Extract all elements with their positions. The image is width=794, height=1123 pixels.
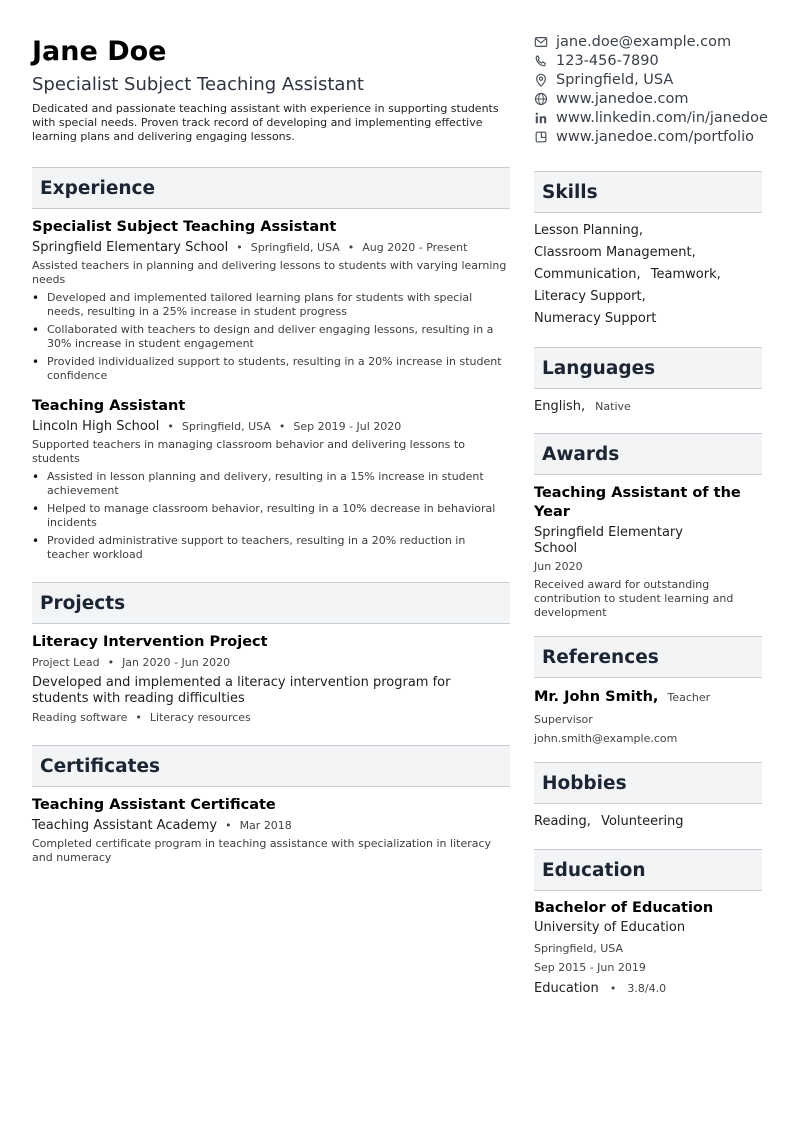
awards-section bbox=[534, 433, 762, 620]
contact-location-text: Springfield, USA bbox=[556, 71, 674, 88]
award-title: Teaching Assistant of the Year bbox=[534, 485, 741, 520]
certificates-section bbox=[32, 745, 510, 865]
education-entry bbox=[534, 899, 762, 999]
project-tool: Literacy resources bbox=[149, 711, 251, 724]
email-icon bbox=[534, 35, 548, 49]
education-degree: Bachelor of Education bbox=[534, 900, 714, 916]
job-meta bbox=[32, 418, 510, 436]
languages-heading: Languages bbox=[542, 357, 656, 379]
skills-section bbox=[534, 171, 762, 329]
project-description: Developed and implemented a literacy intervention program for students with reading difficulties bbox=[32, 675, 451, 706]
contact-website[interactable] bbox=[534, 89, 774, 108]
phone-icon bbox=[534, 54, 548, 68]
skill-item: Literacy Support, bbox=[534, 289, 646, 304]
education-school: University of Education bbox=[534, 920, 686, 935]
skills-heading-bar bbox=[534, 171, 762, 213]
achievement-item: • Provided individualized support to students, resulting in a 20% increase in student confidence bbox=[32, 355, 510, 383]
portfolio-icon bbox=[534, 130, 548, 144]
job-achievements bbox=[32, 470, 510, 562]
linkedin-icon bbox=[534, 111, 548, 125]
skill-item: Communication, bbox=[534, 267, 641, 282]
separator-dot: • bbox=[236, 241, 243, 254]
separator-dot: • bbox=[347, 241, 355, 254]
languages-section bbox=[534, 347, 762, 417]
profile-summary: Dedicated and passionate teaching assistant with experience in supporting students with special needs. Proven track record of developing and implementing effective learning plans and delivering engaging lessons. bbox=[32, 102, 499, 143]
contact-email-text: jane.doe@example.com bbox=[556, 33, 732, 50]
experience-entry bbox=[32, 218, 510, 383]
certificates-heading: Certificates bbox=[40, 755, 160, 777]
contact-phone-text: 123-456-7890 bbox=[556, 52, 659, 69]
hobbies-heading: Hobbies bbox=[542, 772, 627, 794]
projects-heading-bar bbox=[32, 582, 510, 624]
certificate-description: Completed certificate program in teaching assistance with specialization in literacy and numeracy bbox=[32, 837, 492, 864]
job-meta bbox=[32, 239, 510, 257]
separator-dot: • bbox=[135, 711, 142, 724]
reference-name: Mr. John Smith, bbox=[534, 689, 659, 705]
job-achievements bbox=[32, 291, 510, 383]
education-location: Springfield, USA bbox=[534, 942, 623, 955]
education-dates: Sep 2015 - Jun 2019 bbox=[534, 961, 646, 974]
references-heading: References bbox=[542, 646, 659, 668]
certificates-heading-bar bbox=[32, 745, 510, 787]
contact-website-text: www.janedoe.com bbox=[556, 90, 689, 107]
reference-role: Teacher Supervisor bbox=[534, 691, 711, 726]
projects-heading: Projects bbox=[40, 592, 126, 614]
references-section bbox=[534, 636, 762, 745]
contact-linkedin-text: www.linkedin.com/in/janedoe bbox=[556, 109, 768, 126]
experience-heading-bar bbox=[32, 167, 510, 209]
awards-heading-bar bbox=[534, 433, 762, 475]
certificate-issuer: Teaching Assistant Academy bbox=[32, 818, 218, 833]
separator-dot: • bbox=[225, 819, 232, 832]
achievement-item: • Developed and implemented tailored learning plans for students with special needs, resulting in a 25% increase in student progress bbox=[32, 291, 510, 319]
job-dates: Aug 2020 - Present bbox=[362, 241, 468, 254]
project-title: Literacy Intervention Project bbox=[32, 634, 268, 650]
achievement-item: • Collaborated with teachers to design and deliver engaging lessons, resulting in a 30% increase in student engagement bbox=[32, 323, 510, 351]
hobbies-section bbox=[534, 762, 762, 832]
job-dates: Sep 2019 - Jul 2020 bbox=[293, 420, 402, 433]
separator-dot: • bbox=[278, 420, 286, 433]
hobby-item: Reading, bbox=[534, 814, 591, 829]
experience-entry bbox=[32, 397, 510, 562]
languages-heading-bar bbox=[534, 347, 762, 389]
achievement-item: • Provided administrative support to teachers, resulting in a 20% reduction in teacher workload bbox=[32, 534, 510, 562]
experience-section bbox=[32, 167, 510, 562]
award-entry bbox=[534, 484, 762, 620]
language-level: Native bbox=[595, 400, 631, 413]
project-entry bbox=[32, 633, 510, 727]
contact-list bbox=[534, 32, 774, 146]
contact-linkedin[interactable] bbox=[534, 108, 774, 127]
certificate-meta bbox=[32, 817, 510, 835]
hobbies-list bbox=[534, 810, 762, 832]
experience-heading: Experience bbox=[40, 177, 156, 199]
separator-dot: • bbox=[167, 420, 174, 433]
contact-portfolio-text: www.janedoe.com/portfolio bbox=[556, 128, 754, 145]
language-item bbox=[534, 395, 762, 417]
education-section bbox=[534, 849, 762, 999]
certificate-title: Teaching Assistant Certificate bbox=[32, 797, 276, 813]
certificate-entry bbox=[32, 796, 510, 865]
education-heading: Education bbox=[542, 859, 646, 881]
education-field-row bbox=[534, 977, 762, 999]
achievement-item: • Helped to manage classroom behavior, resulting in a 10% decrease in behavioral incidents bbox=[32, 502, 510, 530]
achievement-item: • Assisted in lesson planning and delivery, resulting in a 15% increase in student achievement bbox=[32, 470, 510, 498]
contact-email[interactable] bbox=[534, 32, 774, 51]
skill-item: Lesson Planning, bbox=[534, 223, 644, 238]
award-description: Received award for outstanding contribution to student learning and development bbox=[534, 578, 734, 619]
employer: Lincoln High School bbox=[32, 419, 160, 434]
language-name: English, bbox=[534, 399, 586, 414]
candidate-title: Specialist Subject Teaching Assistant bbox=[32, 74, 364, 95]
project-meta bbox=[32, 654, 510, 672]
location-pin-icon bbox=[534, 73, 548, 87]
candidate-name: Jane Doe bbox=[32, 36, 167, 67]
references-heading-bar bbox=[534, 636, 762, 678]
job-location: Springfield, USA bbox=[181, 420, 271, 433]
job-title: Teaching Assistant bbox=[32, 398, 186, 414]
skill-item: Numeracy Support bbox=[534, 311, 657, 326]
education-gpa: 3.8/4.0 bbox=[627, 982, 667, 995]
skills-list bbox=[534, 219, 744, 329]
skill-item: Teamwork, bbox=[650, 267, 721, 282]
awards-heading: Awards bbox=[542, 443, 620, 465]
sidebar-column bbox=[534, 32, 774, 999]
job-title: Specialist Subject Teaching Assistant bbox=[32, 219, 337, 235]
contact-phone[interactable] bbox=[534, 51, 774, 70]
reference-email[interactable]: john.smith@example.com bbox=[534, 732, 678, 745]
award-date: Jun 2020 bbox=[534, 560, 583, 573]
job-summary: Supported teachers in managing classroom behavior and delivering lessons to students bbox=[32, 438, 465, 465]
education-heading-bar bbox=[534, 849, 762, 891]
award-issuer: Springfield Elementary School bbox=[534, 525, 683, 556]
skills-heading: Skills bbox=[542, 181, 598, 203]
main-column bbox=[32, 36, 510, 865]
job-location: Springfield, USA bbox=[250, 241, 340, 254]
globe-icon bbox=[534, 92, 548, 106]
skill-item: Classroom Management, bbox=[534, 245, 696, 260]
contact-location bbox=[534, 70, 774, 89]
reference-entry bbox=[534, 686, 734, 745]
separator-dot: • bbox=[107, 656, 115, 669]
separator-dot: • bbox=[609, 982, 617, 995]
employer: Springfield Elementary School bbox=[32, 240, 229, 255]
job-summary: Assisted teachers in planning and delivering lessons to students with varying learning needs bbox=[32, 259, 507, 286]
projects-section bbox=[32, 582, 510, 727]
certificate-date: Mar 2018 bbox=[239, 819, 292, 832]
project-dates: Jan 2020 - Jun 2020 bbox=[122, 656, 231, 669]
project-tool: Reading software bbox=[32, 711, 128, 724]
project-tools bbox=[32, 709, 510, 727]
hobby-item: Volunteering bbox=[601, 814, 684, 829]
education-field: Education bbox=[534, 981, 599, 996]
project-role: Project Lead bbox=[32, 656, 100, 669]
hobbies-heading-bar bbox=[534, 762, 762, 804]
contact-portfolio[interactable] bbox=[534, 127, 774, 146]
